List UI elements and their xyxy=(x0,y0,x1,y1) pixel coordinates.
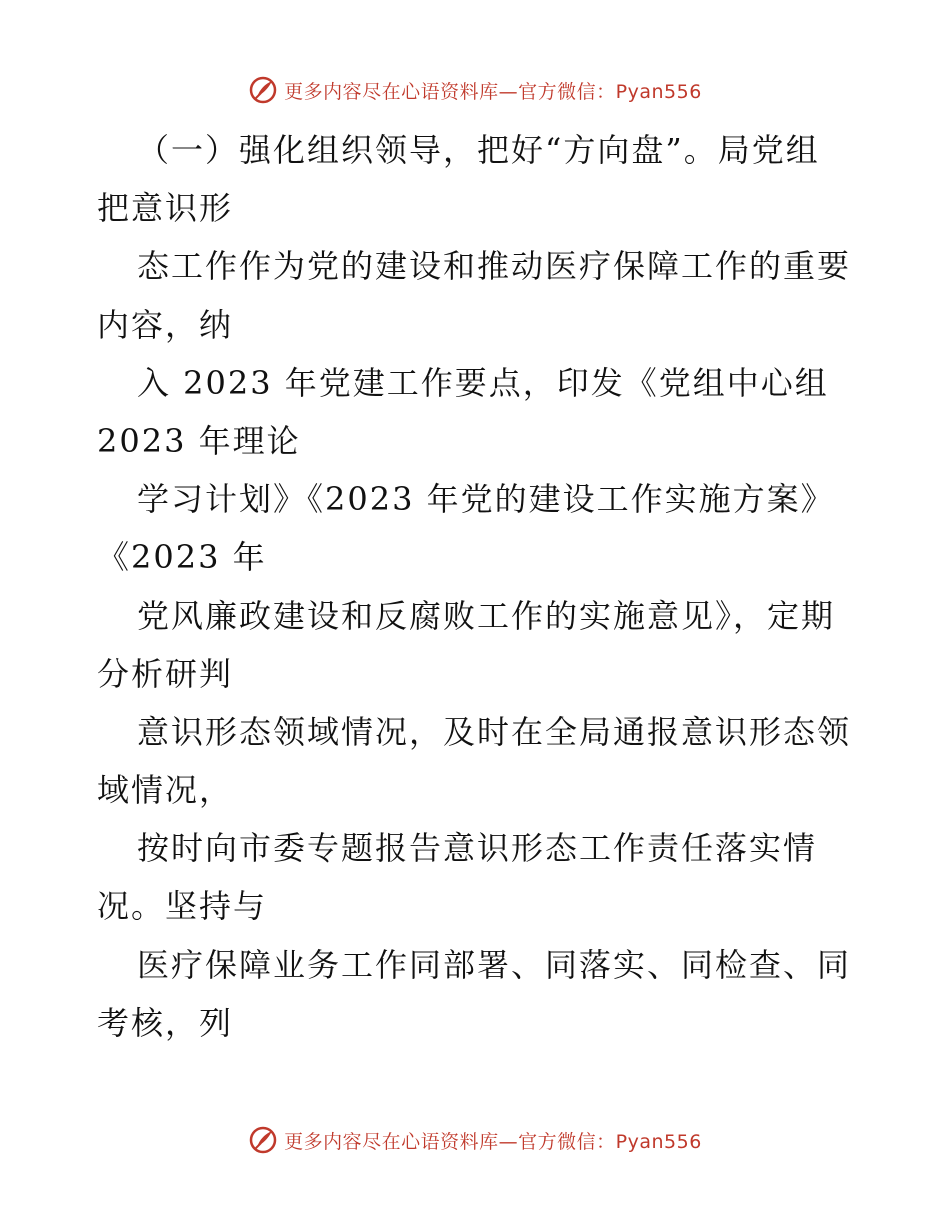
footer-banner xyxy=(0,1120,950,1160)
text-line: 把意识形 xyxy=(97,189,234,228)
header-banner xyxy=(0,70,950,110)
text-line: 《2023 年 xyxy=(97,538,267,577)
feather-pen-logo-icon xyxy=(248,75,278,105)
text-line: 按时向市委专题报告意识形态工作责任落实情 xyxy=(137,829,818,868)
text-line: 考核，列 xyxy=(97,1003,234,1042)
text-line: 意识形态领域情况，及时在全局通报意识形态领 xyxy=(137,712,852,751)
text-line: 医疗保障业务工作同部署、同落实、同检查、同 xyxy=(137,945,852,984)
document-body xyxy=(97,121,857,1052)
text-line: 2023 年理论 xyxy=(97,421,301,460)
text-line: 学习计划》《2023 年党的建设工作实施方案》 xyxy=(137,480,835,519)
footer-banner-text: 更多内容尽在心语资料库—官方微信：Pyan556 xyxy=(284,1130,702,1153)
text-line: （一）强化组织领导，把好“方向盘”。局党组 xyxy=(137,131,820,169)
header-banner-text: 更多内容尽在心语资料库—官方微信：Pyan556 xyxy=(284,80,702,103)
text-line: 分析研判 xyxy=(97,654,234,693)
text-line: 内容，纳 xyxy=(97,305,234,344)
text-line: 入 2023 年党建工作要点，印发《党组中心组 xyxy=(137,363,829,402)
text-line: 域情况， xyxy=(97,771,234,810)
feather-pen-logo-icon xyxy=(248,1125,278,1155)
text-line: 况。坚持与 xyxy=(97,887,268,926)
text-line: 党风廉政建设和反腐败工作的实施意见》，定期 xyxy=(137,596,836,635)
text-line: 态工作作为党的建设和推动医疗保障工作的重要 xyxy=(137,247,852,286)
